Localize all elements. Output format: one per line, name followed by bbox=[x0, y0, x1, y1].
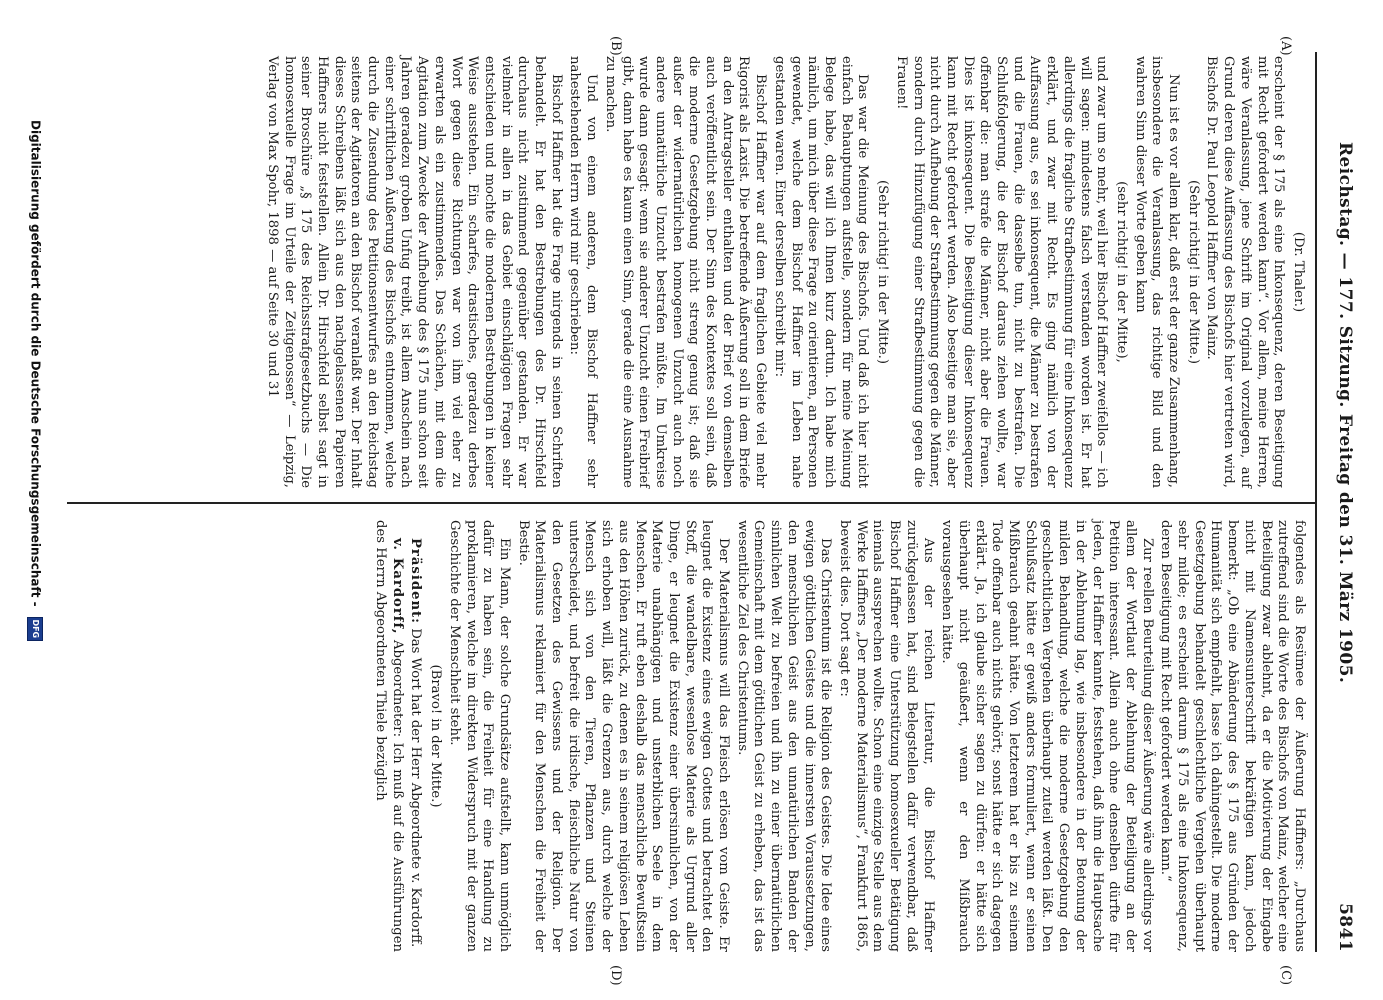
digitization-footer bbox=[27, 120, 43, 880]
speaker-label: v. Kardorff, bbox=[389, 538, 405, 635]
margin-marker-b: (B) bbox=[608, 36, 623, 56]
paragraph: erscheint der § 175 als eine Inkonsequenz, deren Beseitigung mit Recht gefordert werden kann“. Vor allem, meine Herren, wäre Veranlassung, jene Schrift im Original vorzulegen, auf Grund deren diese Auffassung des Bischofs hier vertreten wird, Bischofs Dr. Paul Leopold Haffner von Mainz. bbox=[1204, 56, 1287, 488]
quote-paragraph: Bischof Haffner hat die Frage nirgends in seinen Schriften behandelt. Er hat den Bestrebungen des Dr. Hirschfeld durchaus nicht zustimmend gegenüber gestanden. Er war vielmehr in allen in das Gebiet einschlägigen Fragen sehr entschieden und mochte die modernen Bestrebungen in keiner Weise ausstehen. Ein scharfes, drastisches, geradezu derbes Wort gegen diese Richtungen war von ihm viel eher zu erwarten als ein zustimmendes. Das Schächen, mit dem die Agitation zum Zwecke der Aufhebung des § 175 nun schon seit Jahren geradezu groben Unfug treibt, ist allem Anschein nach einer schriftlichen Äußerung des Bischofs entnommen, welche durch die Zusendung des Petitionsentwurfes an den Reichstag seitens der Agitatoren an den Bischof veranlaßt war. Der Inhalt dieses Schreibens läßt sich aus den nachgelassenen Papieren Haffners nicht feststellen. Allein Dr. Hirschfeld selbst sagt in seiner Broschüre „§ 175 des Reichsstrafgesetzbuchs — Die homosexuelle Frage im Urteile der Zeitgenossen“ — Leipzig, Verlag von Max Spohr, 1898 — auf Seite 30 und 31 bbox=[264, 56, 564, 488]
president-text: Das Wort hat der Herr Abgeordnete v. Kardorff. bbox=[408, 628, 424, 948]
quote-paragraph: Bischof Haffner war auf dem fraglichen Gebiete viel mehr Rigorist als Laxist. Die betreffende Äußerung soll in dem Briefe an den Antragsteller enthalten und der Brief von demselben auch veröffentlicht sein. Der Sinn des Kontextes soll sein, daß die moderne Gesetzgebung nicht streng genug ist; daß sie außer der widernatürlichen homogenen Unzucht auch noch andere unnatürliche Unzucht bestrafen müßte. Im Umkreise wurde dann gesagt: wenn sie anderer Unzucht einen Freibrief gibt, dann habe es kaum einen Sinn, gerade die eine Ausnahme zu machen. bbox=[602, 56, 769, 488]
paragraph: Aus der reichen Literatur, die Bischof Haffner zurückgelassen hat, sind Belegstellen dafür verwendbar, daß Bischof Haffner eine Unterstützung homosexueller Betätigung niemals aussprechen wollte. Schon eine einzige Stelle aus dem Werke Haffners „Der moderne Materialismus“, Frankfurt 1865, beweist dies. Dort sagt er: bbox=[837, 520, 936, 952]
quote-paragraph: Der Materialismus will das Fleisch erlösen vom Geiste. Er leugnet die Existenz eines ewigen Gottes und betrachtet den Stoff, die wandelbare, wesenlose Materie als Urgrund aller Dinge, er leugnet die Existenz einer übersinnlichen, von der Materie unabhängigen und unsterblichen Seele in dem Menschen. Er ruft eben deshalb das menschliche Bewußtsein aus den Höhen zurück, zu denen es in seinem religiösen Leben sich erhoben will, läßt die Grenzen aus, durch welche der Mensch sich von den Tieren, Pflanzen und Steinen unterscheidet, und befreit die irdische, fleischliche Natur von den Gesetzen des Gewissens und der Religion. Der Materialismus reklamiert für den Menschen die Freiheit der Bestie. bbox=[515, 520, 732, 952]
paragraph: und zwar um so mehr, weil hier Bischof Haffner zweifellos — ich will sagen: mindestens falsch verstanden worden ist. Er hat allerdings die fragliche Strafbestimmung für eine Inkonsequenz erklärt, und zwar mit Recht. Es ging nämlich von der Auffassung aus, es sei inkonsequent, die Männer zu bestrafen und die Frauen, die dasselbe tun, nicht zu bestrafen. Die Schlußfolgerung, die der Bischof daraus ziehen wollte, war offenbar die: man strafe die Männer, nicht aber die Frauen. Dies ist inkonsequent. Die Beseitigung dieser Inkonsequenz kann mit Recht gefordert werden. Also beseitige man sie, aber nicht durch Aufhebung der Strafbestimmung gegen die Männer, sondern durch Hinzufügung einer Strafbestimmung gegen die Frauen! bbox=[893, 56, 1110, 488]
paragraph: Das war die Meinung des Bischofs. Und daß ich hier nicht einfach Behauptungen aufstelle, sondern für meine Meinung Belege habe, das will ich Ihnen kurz dartun. Ich habe mich nämlich, um mich über diese Frage zu orientieren, an Personen gewendet, welche dem Bischof Haffner im Leben nahe gestanden waren. Einer derselben schreibt mir: bbox=[771, 56, 871, 488]
paragraph: Zur reellen Beurteilung dieser Äußerung wäre allerdings vor allem der Wortlaut der Ablehnung der Beteiligung an der Petition interessant. Allein auch ohne denselben dürfte für jeden, der Haffner kannte, feststehen, daß ihm die Hauptsache in der Ablehnung lag, wie insbesondere in der Betonung der milden Behandlung, welche die moderne Gesetzgebung den geschlechtlichen Vergehen überhaupt zuteil werden läßt. Den Schlußsatz hätte er gewiß anders formuliert, wenn er seinen Mißbrauch geahnt hätte. Von letzterem hat er bis zu seinem Tode offenbar auch nichts gehört; sonst hätte er sich dagegen erklärt. Ja, ich glaube sicher sagen zu dürfen: er hätte sich überhaupt nicht geäußert, wenn er den Mißbrauch vorausgesehen hätte. bbox=[939, 520, 1155, 952]
paragraph: Und von einem anderen, dem Bischof Haffner sehr nahestehenden Herrn wird mir geschrieben: bbox=[567, 56, 600, 488]
speaker-note: (Dr. Thaler.) bbox=[1291, 231, 1306, 313]
header-title: Reichstag. — 177. Sitzung. Freitag den 31. März 1905. bbox=[1335, 142, 1355, 684]
speaker-statement bbox=[371, 520, 404, 952]
interjection: (sehr richtig! in der Mitte), bbox=[1113, 181, 1129, 363]
interjection: (Bravo! in der Mitte.) bbox=[428, 664, 444, 808]
paragraph: folgendes als Resümee der Äußerung Haffners: „Durchaus zutreffend sind die Worte des Bischofs von Mainz, welcher eine Beteiligung zwar ablehnt, da er die Motivierung der Eingabe nicht mit Namensunterschrift bekräftigen kann, jedoch bemerkt: „Ob eine Abänderung des § 175 aus Gründen der Humanität sich empfiehlt, lasse ich dahingestellt. Die moderne Gesetzgebung behandelt geschlechtliche Vergehen überhaupt sehr milde; es erscheint darum § 175 als eine Inkonsequenz, deren Beseitigung mit Recht gefordert werden kann.“ bbox=[1158, 520, 1307, 952]
margin-marker-a: (A) bbox=[1278, 36, 1293, 56]
president-statement bbox=[407, 520, 424, 952]
paragraph: Ein Mann, der solche Grundsätze aufstellt, kann unmöglich dafür zu haben sein, die Freiheit für eine Handlung zu proklamieren, welche im direkten Widerspruch mit der ganzen Geschichte der Menschheit steht. bbox=[446, 520, 512, 952]
column-divider bbox=[67, 502, 1317, 504]
interjection: (Sehr richtig! in der Mitte.) bbox=[875, 180, 891, 364]
page-header bbox=[1321, 52, 1361, 952]
president-label: Präsident: bbox=[408, 538, 424, 625]
margin-marker-c: (C) bbox=[1278, 965, 1293, 986]
right-column bbox=[369, 520, 1307, 952]
footer-text: Digitalisierung gefördert durch die Deutsche Forschungsgemeinschaft - bbox=[28, 120, 43, 607]
left-column bbox=[261, 56, 1307, 488]
paragraph: Nun ist es vor allem klar, daß erst der ganze Zusammenhang, insbesondere die Veranlassung, das richtige Bild und den wahren Sinn dieser Worte geben kann bbox=[1132, 56, 1182, 488]
dfg-logo-icon: DFG bbox=[27, 617, 43, 641]
interjection: (Sehr richtig! in der Mitte.) bbox=[1185, 180, 1201, 364]
page-number: 5841 bbox=[1335, 903, 1355, 952]
margin-marker-d: (D) bbox=[608, 965, 623, 986]
quote-paragraph: Das Christentum ist die Religion des Geistes. Die Idee eines ewigen göttlichen Geistes und die innersten Voraussetzungen, den menschlichen Geist aus den unnatürlichen Banden der sinnlichen Welt zu befreien und ihn zu einer übernatürlichen Gemeinschaft mit dem göttlichen Geist zu erheben, das ist das wesentliche Ziel des Christentums. bbox=[734, 520, 834, 952]
speaker-text: Abgeordneter: Ich muß auf die Ausführungen des Herrn Abgeordneten Thiele bezüglich bbox=[373, 520, 405, 952]
